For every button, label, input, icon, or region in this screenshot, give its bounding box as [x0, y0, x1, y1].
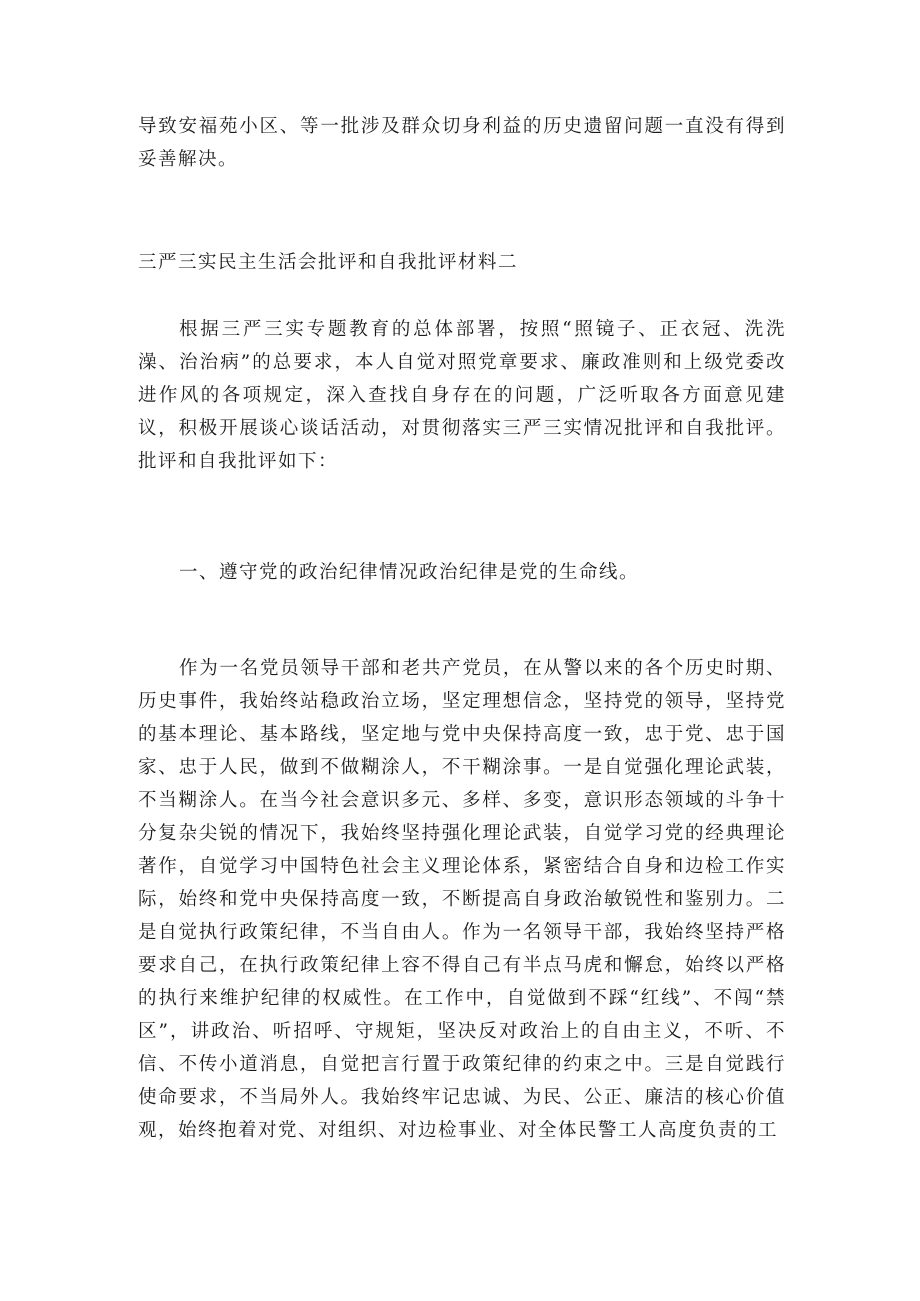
- section-one-heading: 一、遵守党的政治纪律情况政治纪律是党的生命线。: [179, 562, 640, 583]
- section-one-body: 作为一名党员领导干部和老共产党员，在从警以来的各个历史时期、历史事件，我始终站稳政治立场，坚定理想信念，坚持党的领导，坚持党的基本理论、基本路线，坚定地与党中央保持高度一致，忠于党、忠于国家、忠于人民，做到不做糊涂人，不干糊涂事。一是自觉强化理论武装，不当糊涂人。在当今社会意识多元、多样、多变，意识形态领域的斗争十分复杂尖锐的情况下，我始终坚持强化理论武装，自觉学习党的经典理论著作，自觉学习中国特色社会主义理论体系，紧密结合自身和边检工作实际，始终和党中央保持高度一致，不断提高自身政治敏锐性和鉴别力。二是自觉执行政策纪律，不当自由人。作为一名领导干部，我始终坚持严格要求自己，在执行政策纪律上容不得自己有半点马虎和懈怠，始终以严格的执行来维护纪律的权威性。在工作中，自觉做到不踩“红线”、不闯“禁区”，讲政治、听招呼、守规矩，坚决反对政治上的自由主义，不听、不信、不传小道消息，自觉把言行置于政策纪律的约束之中。三是自觉践行使命要求，不当局外人。我始终牢记忠诚、为民、公正、廉洁的核心价值观，始终抱着对党、对组织、对边检事业、对全体民警工人高度负责的工: [138, 658, 786, 1141]
- section-title: 三严三实民主生活会批评和自我批评材料二: [138, 252, 519, 273]
- intro-paragraph: 根据三严三实专题教育的总体部署，按照“照镜子、正衣冠、洗洗澡、治治病”的总要求，本人自觉对照党章要求、廉政准则和上级党委改进作风的各项规定，深入查找自身存在的问题，广泛听取各方面意见建议，积极开展谈心谈话活动，对贯彻落实三严三实情况批评和自我批评。批评和自我批评如下：: [138, 319, 786, 472]
- continuation-paragraph: 导致安福苑小区、等一批涉及群众切身利益的历史遗留问题一直没有得到妥善解决。: [138, 116, 786, 170]
